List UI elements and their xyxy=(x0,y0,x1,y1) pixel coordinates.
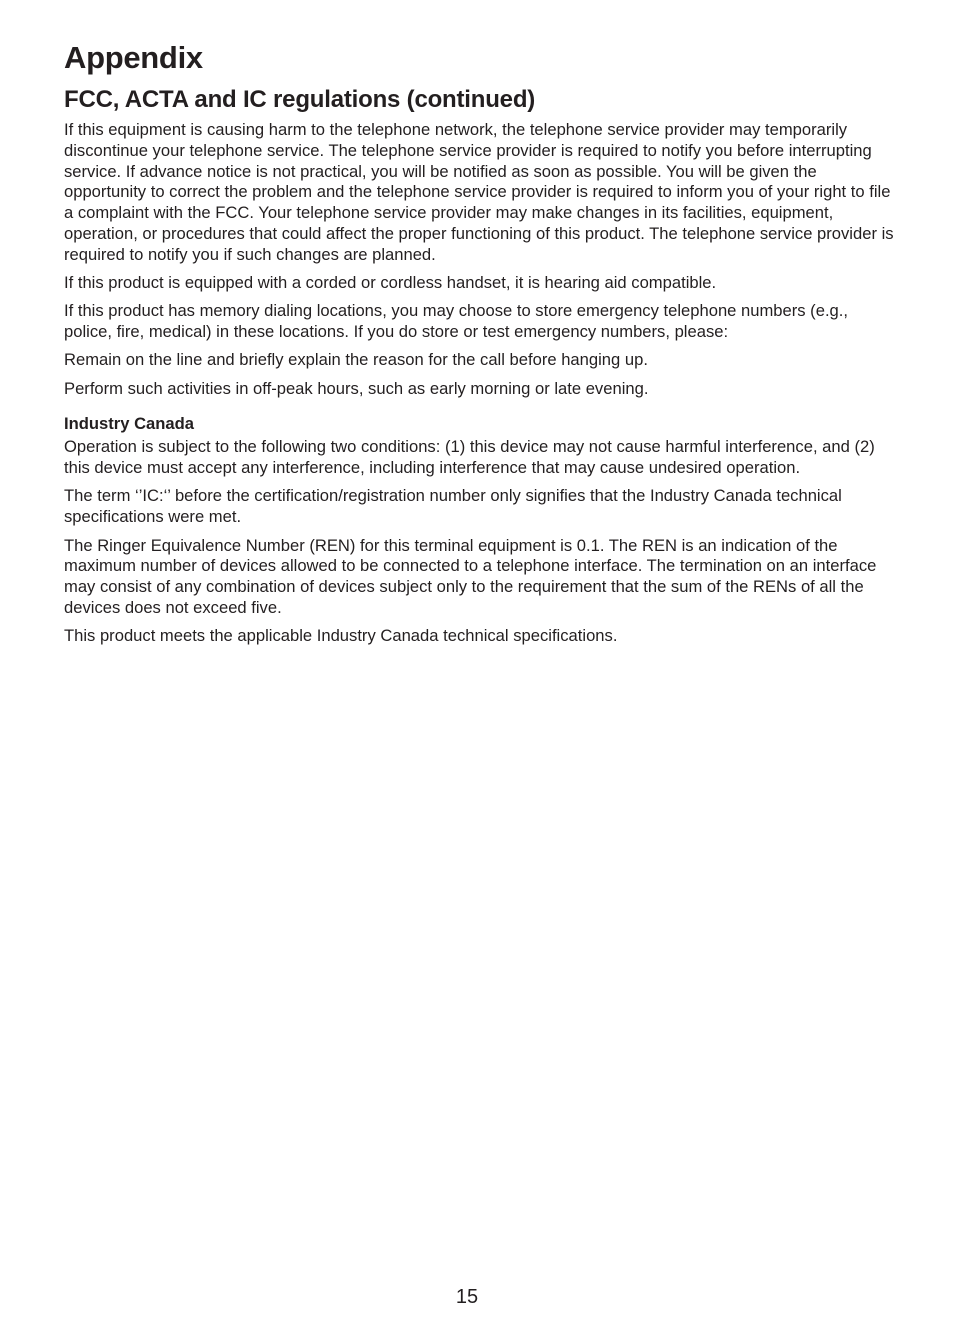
ic-paragraph-meets-specs: This product meets the applicable Industry Canada technical specifications. xyxy=(64,626,618,646)
fcc-paragraph-service-discontinue: If this equipment is causing harm to the telephone network, the telephone service provider may temporarily discontinue your telephone service. The telephone service provider is required to notify you before interrupting service. If advance notice is not practical, you will be notified as soon as possible. You will be given the opportunity to correct the problem and the telephone service provider is required to inform you of your right to file a complaint with the FCC. Your telephone service provider may make changes in its facilities, equipment, operation, or procedures that could affect the proper functioning of this product. The telephone service provider is required to notify you if such changes are planned. xyxy=(64,120,894,264)
fcc-paragraph-remain-on-line: Remain on the line and briefly explain the reason for the call before hanging up. xyxy=(64,350,648,370)
ic-paragraph-ren: The Ringer Equivalence Number (REN) for this terminal equipment is 0.1. The REN is an indication of the maximum number of devices allowed to be connected to a telephone interface. The termination on an interface may consist of any combination of devices subject only to the requirement that the sum of the RENs of all the devices does not exceed five. xyxy=(64,535,877,617)
document-body xyxy=(64,120,894,655)
page-number: 15 xyxy=(455,1286,479,1308)
industry-canada-heading: Industry Canada xyxy=(64,413,195,433)
fcc-paragraph-hearing-aid: If this product is equipped with a corded or cordless handset, it is hearing aid compatible. xyxy=(64,273,717,293)
fcc-paragraph-off-peak: Perform such activities in off-peak hours, such as early morning or late evening. xyxy=(64,378,649,398)
section-title: FCC, ACTA and IC regulations (continued) xyxy=(64,86,536,113)
fcc-paragraph-memory-dialing: If this product has memory dialing locations, you may choose to store emergency telephone numbers (e.g., police, fire, medical) in these locations. If you do store or test emergency numbers, please: xyxy=(64,301,848,342)
page-title: Appendix xyxy=(64,40,203,75)
ic-paragraph-term: The term ‘’IC:‘’ before the certification/registration number only signifies that the Industry Canada technical specifications were met. xyxy=(64,486,842,527)
ic-paragraph-conditions: Operation is subject to the following two conditions: (1) this device may not cause harmful interference, and (2) this device must accept any interference, including interference that may cause undesired operation. xyxy=(64,437,875,478)
